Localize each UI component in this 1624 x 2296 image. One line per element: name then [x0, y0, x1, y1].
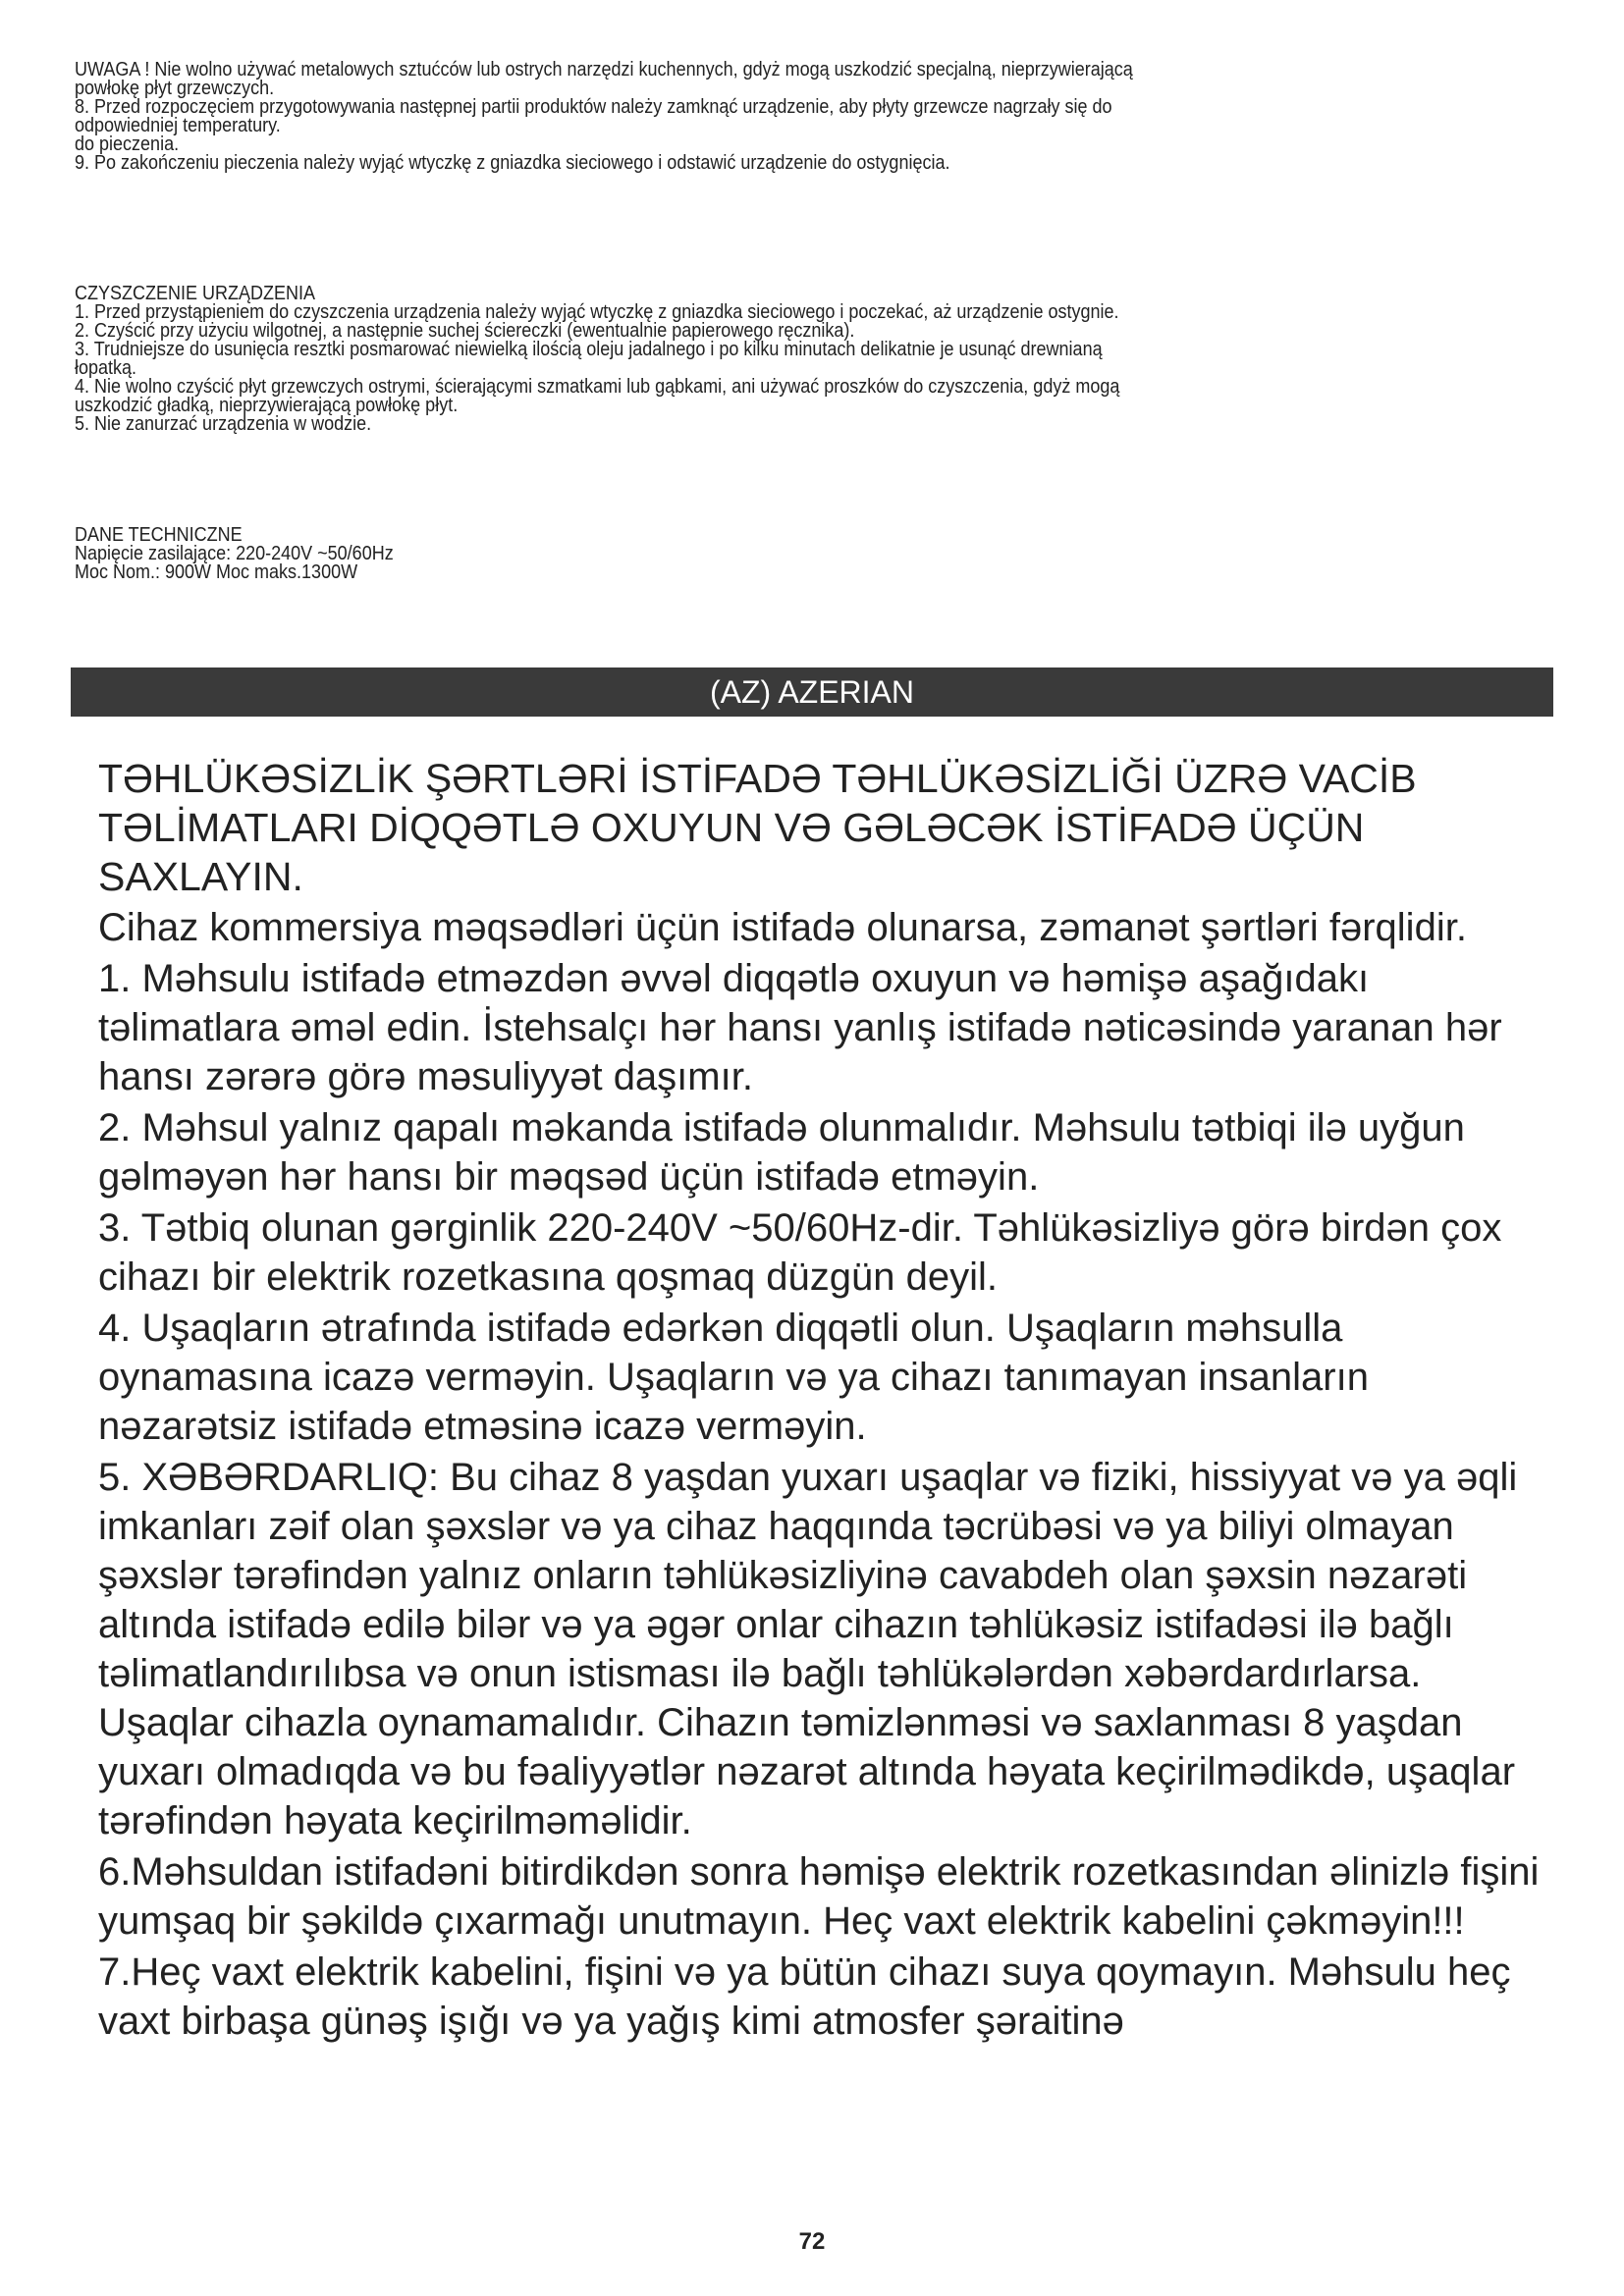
polish-warning-line: odpowiedniej temperatury. — [75, 115, 281, 136]
polish-cleaning-line: łopatką. — [75, 357, 137, 379]
polish-cleaning-line: 3. Trudniejsze do usunięcia resztki posmarować niewielką ilością oleju jadalnego i po kilku minutach delikatnie je usunąć drewnianą — [75, 339, 1103, 360]
polish-tech-line: Napięcie zasilające: 220-240V ~50/60Hz — [75, 543, 394, 564]
azerbaijani-paragraph: Cihaz kommersiya məqsədləri üçün istifadə olunarsa, zəmanət şərtləri fərqlidir. — [98, 906, 1467, 949]
page-number: 72 — [798, 2228, 826, 2255]
polish-warning-line: do pieczenia. — [75, 133, 180, 155]
polish-warning-line: 8. Przed rozpoczęciem przygotowywania następnej partii produktów należy zamknąć urządzenie, aby płyty grzewcze nagrzały się do — [75, 96, 1112, 118]
polish-cleaning-line: uszkodzić gładką, nieprzywierającą powłokę płyt. — [75, 395, 459, 416]
azerbaijani-heading: TƏHLÜKƏSİZLİK ŞƏRTLƏRİ İSTİFADƏ TƏHLÜKƏSİZLİĞİ ÜZRƏ VACİB TƏLİMATLARI DİQQƏTLƏ OXUYUN VƏ GƏLƏCƏK İSTİFADƏ ÜÇÜN SAXLAYIN. — [98, 756, 1417, 899]
azerbaijani-paragraph: 4. Uşaqların ətrafında istifadə edərkən diqqətli olun. Uşaqların məhsulla oynamasına icazə verməyin. Uşaqların və ya cihazı tanımayan insanların nəzarətsiz istifadə etməsinə icazə verməyin. — [98, 1307, 1369, 1448]
language-section-header: (AZ) AZERIAN — [71, 667, 1553, 717]
azerbaijani-paragraph: 3. Tətbiq olunan gərginlik 220-240V ~50/60Hz-dir. Təhlükəsizliyə görə birdən çox cihazı bir elektrik rozetkasına qoşmaq düzgün deyil. — [98, 1206, 1502, 1299]
polish-cleaning-line: 5. Nie zanurzać urządzenia w wodzie. — [75, 413, 372, 435]
azerbaijani-section — [98, 754, 1551, 2048]
polish-cleaning-line: 2. Czyścić przy użyciu wilgotnej, a następnie suchej ściereczki (ewentualnie papierowego ręcznika). — [75, 320, 855, 342]
polish-cleaning-section — [75, 285, 1400, 434]
polish-cleaning-heading: CZYSZCZENIE URZĄDZENIA — [75, 283, 316, 304]
polish-warning-line: powłokę płyt grzewczych. — [75, 78, 275, 99]
polish-warning-section — [75, 61, 1400, 173]
azerbaijani-paragraph: 5. XƏBƏRDARLIQ: Bu cihaz 8 yaşdan yuxarı uşaqlar və fiziki, hissiyyat və ya əqli imkanları zəif olan şəxslər və ya cihaz haqqında təcrübəsi və ya biliyi olmayan şəxslər tərəfindən yalnız onların təhlükəsizliyinə cavabdeh olan şəxsin nəzarəti altında istifadə edilə bilər və ya əgər onlar cihazın təhlükəsiz istifadəsi ilə bağlı təlimatlandırılıbsa və onun istisması ilə bağlı təhlükələrdən xəbərdardırlarsa. Uşaqlar cihazla oynamamalıdır. Cihazın təmizlənməsi və saxlanması 8 yaşdan yuxarı olmadıqda və bu fəaliyyətlər nəzarət altında həyata keçirilmədikdə, uşaqlar tərəfindən həyata keçirilməməlidir. — [98, 1456, 1518, 1842]
polish-warning-line: 9. Po zakończeniu pieczenia należy wyjąć wtyczkę z gniazdka sieciowego i odstawić urządzenie do ostygnięcia. — [75, 152, 950, 174]
azerbaijani-paragraph: 6.Məhsuldan istifadəni bitirdikdən sonra həmişə elektrik rozetkasından əlinizlə fişini yumşaq bir şəkildə çıxarmağı unutmayın. Heç vaxt elektrik kabelini çəkməyin!!! — [98, 1850, 1540, 1943]
azerbaijani-paragraph: 1. Məhsulu istifadə etməzdən əvvəl diqqətlə oxuyun və həmişə aşağıdakı təlimatlara əməl edin. İstehsalçı hər hansı yanlış istifadə nəticəsində yaranan hər hansı zərərə görə məsuliyyət daşımır. — [98, 957, 1502, 1098]
polish-tech-heading: DANE TECHNICZNE — [75, 524, 243, 546]
polish-cleaning-line: 4. Nie wolno czyścić płyt grzewczych ostrymi, ścierającymi szmatkami lub gąbkami, ani używać proszków do czyszczenia, gdyż mogą — [75, 376, 1120, 398]
polish-cleaning-line: 1. Przed przystąpieniem do czyszczenia urządzenia należy wyjąć wtyczkę z gniazdka sieciowego i poczekać, aż urządzenie ostygnie. — [75, 301, 1119, 323]
polish-tech-line: Moc Nom.: 900W Moc maks.1300W — [75, 561, 358, 583]
azerbaijani-paragraph: 2. Məhsul yalnız qapalı məkanda istifadə olunmalıdır. Məhsulu tətbiqi ilə uyğun gəlməyən hər hansı bir məqsəd üçün istifadə etməyin. — [98, 1106, 1465, 1199]
polish-tech-section — [75, 526, 1400, 582]
polish-warning-line: UWAGA ! Nie wolno używać metalowych sztućców lub ostrych narzędzi kuchennych, gdyż mogą uszkodzić specjalną, nieprzywierającą — [75, 59, 1133, 80]
azerbaijani-paragraph: 7.Heç vaxt elektrik kabelini, fişini və ya bütün cihazı suya qoymayın. Məhsulu heç vaxt birbaşa günəş işığı və ya yağış kimi atmosfer şəraitinə — [98, 1950, 1511, 2043]
